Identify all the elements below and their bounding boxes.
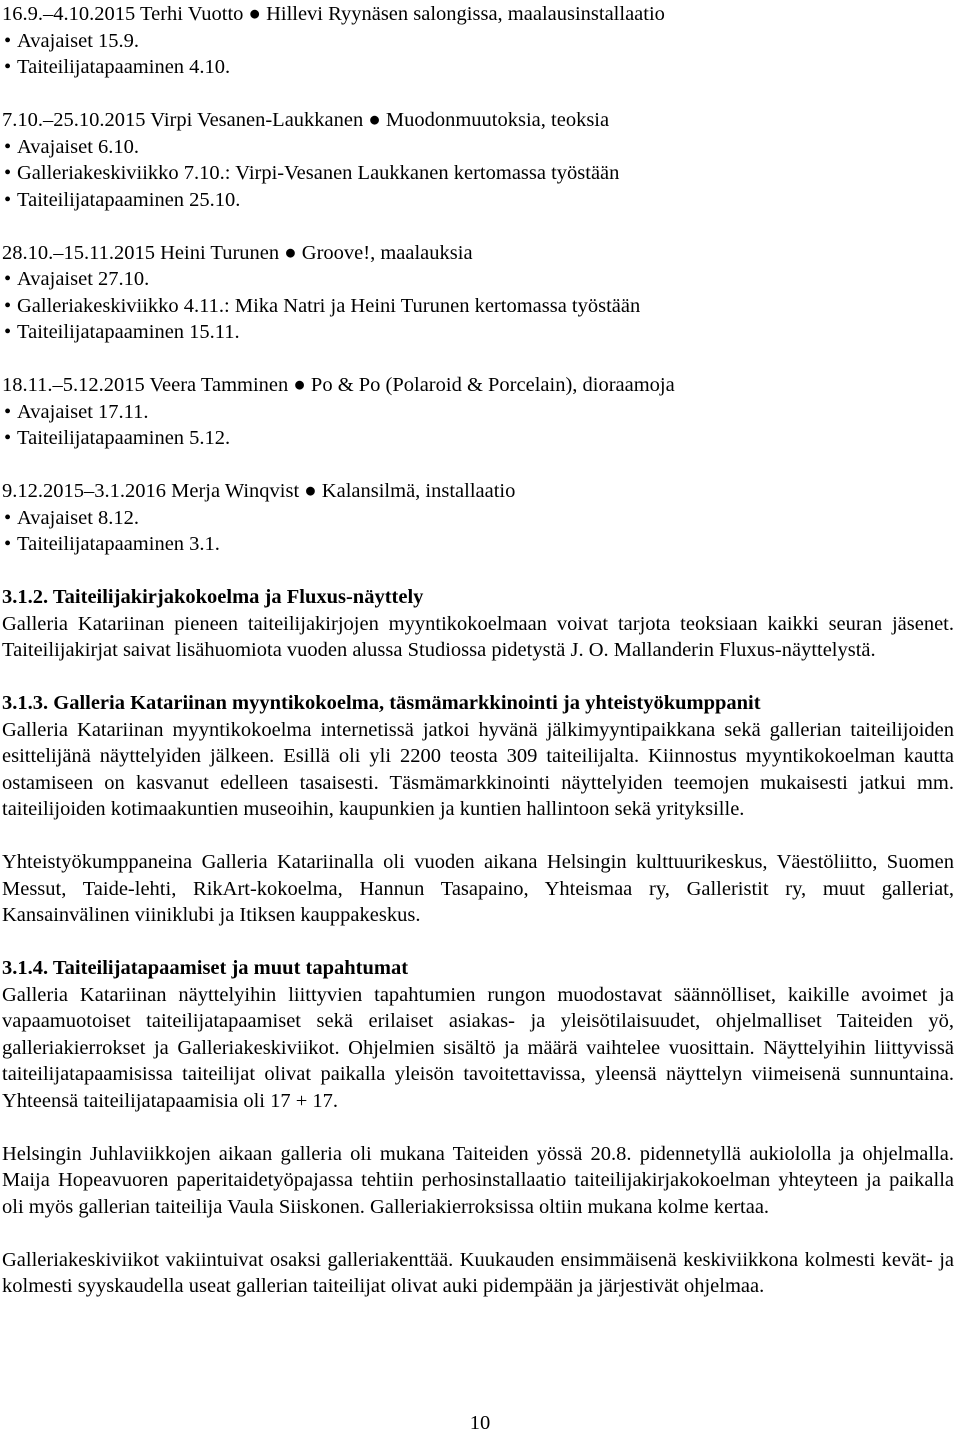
spacer: [2, 81, 954, 108]
exhibition-event: [2, 319, 954, 346]
bullet-icon: •: [4, 162, 12, 184]
event-text: Avajaiset 8.12.: [17, 506, 140, 529]
exhibition-event: [2, 505, 954, 532]
bullet-icon: •: [4, 427, 12, 449]
bullet-icon: •: [4, 56, 12, 78]
section-paragraph: Galleria Katariinan pieneen taiteilijakirjojen myyntikokoelmaan voivat tarjota teoksiaan kaikki seuran jäsenet. Taiteilijakirjat saivat lisähuomiota vuoden alussa Studiossa pidetystä J. O. Mallanderin Fluxus-näyttelystä.: [2, 612, 954, 661]
bullet-icon: •: [4, 135, 12, 158]
event-text: Taiteilijatapaaminen 3.1.: [17, 533, 220, 555]
bullet-icon: •: [4, 533, 12, 555]
exhibition-event: [2, 187, 954, 214]
event-text: Avajaiset 27.10.: [17, 268, 150, 290]
section-paragraph: Helsingin Juhlaviikkojen aikaan galleria oli mukana Taiteiden yössä 20.8. pidennetyllä aukiololla ja ohjelmalla. Maija Hopeavuoren paperitaidetyöpajassa tehtiin perhosinstallaatio taiteilijakirjakokoelman yhteyteen ja paikalla oli myös gallerian taiteilija Vaula Siiskonen. Galleriakierroksissa oltiin mukana kolme kertaa.: [2, 1142, 954, 1218]
bullet-icon: •: [4, 321, 12, 343]
exhibition-entry: [2, 478, 954, 558]
spacer: [2, 558, 954, 585]
exhibition-entry: [2, 1, 954, 81]
exhibition-event: [2, 399, 954, 426]
section-paragraph: Yhteistyökumppaneina Galleria Katariinalla oli vuoden aikana Helsingin kulttuurikeskus, Väestöliitto, Suomen Messut, Taide-lehti, RikArt-kokoelma, Hannun Tasapaino, Yhteismaa ry, Galleristit ry, muut galleriat, Kansainvälinen viiniklubi ja Itiksen kauppakeskus.: [2, 851, 954, 926]
spacer: [2, 823, 954, 850]
exhibition-entry: [2, 372, 954, 452]
section-artist-books: [2, 584, 954, 664]
spacer: [2, 1114, 954, 1141]
event-text: Galleriakeskiviikko 4.11.: Mika Natri ja Heini Turunen kertomassa työstään: [17, 294, 641, 317]
spacer: [2, 929, 954, 956]
page-content: [2, 1, 954, 1300]
spacer: [2, 213, 954, 240]
bullet-icon: •: [4, 400, 12, 423]
page-number: 10: [469, 1412, 491, 1434]
event-text: Taiteilijatapaaminen 5.12.: [17, 427, 231, 449]
bullet-icon: •: [4, 29, 12, 52]
event-text: Avajaiset 15.9.: [17, 29, 140, 52]
spacer: [2, 346, 954, 373]
exhibition-title: 9.12.2015–3.1.2016 Merja Winqvist ● Kalansilmä, installaatio: [2, 480, 516, 502]
exhibition-title: 16.9.–4.10.2015 Terhi Vuotto ● Hillevi Ryynäsen salongissa, maalausinstallaatio: [2, 3, 665, 25]
exhibition-entry: [2, 240, 954, 346]
section-heading: 3.1.2. Taiteilijakirjakokoelma ja Fluxus-näyttely: [2, 586, 424, 608]
spacer: [2, 452, 954, 479]
exhibition-title: 18.11.–5.12.2015 Veera Tamminen ● Po & Po (Polaroid & Porcelain), dioraamoja: [2, 374, 675, 396]
exhibition-event: [2, 54, 954, 81]
exhibition-event: [2, 293, 954, 320]
event-text: Avajaiset 6.10.: [17, 135, 140, 158]
section-artist-meetings: [2, 955, 954, 1300]
section-paragraph: Galleria Katariinan näyttelyihin liittyvien tapahtumien rungon muodostavat säännölliset, kaikille avoimet ja vapaamuotoiset taiteilijatapaamiset sekä erilaiset asiakas- ja yleisötilaisuudet, ohjelmalliset Taiteiden yö, galleriakierrokset ja Galleriakeskiviikot. Ohjelmien sisältö ja määrä vaihtelee vuosittain. Näyttelyihin liittyvissä taiteilijatapaamisissa taiteilijat olivat paikalla yleisön tavoitettavissa, yleensä näyttelyn viimeisenä sunnuntaina. Yhteensä taiteilijatapaamisia oli 17 + 17.: [2, 983, 954, 1112]
bullet-icon: •: [4, 506, 12, 529]
exhibition-title: 28.10.–15.11.2015 Heini Turunen ● Groove!, maalauksia: [2, 241, 473, 264]
event-text: Taiteilijatapaaminen 4.10.: [17, 56, 231, 78]
exhibition-event: [2, 531, 954, 558]
event-text: Taiteilijatapaaminen 15.11.: [17, 321, 240, 343]
bullet-icon: •: [4, 294, 12, 317]
exhibition-entry: [2, 107, 954, 213]
exhibition-event: [2, 425, 954, 452]
bullet-icon: •: [4, 188, 12, 211]
bullet-icon: •: [4, 268, 12, 290]
exhibition-event: [2, 28, 954, 55]
section-paragraph: Galleriakeskiviikot vakiintuivat osaksi galleriakenttää. Kuukauden ensimmäisenä keskiviikkona kolmesti kevät- ja kolmesti syyskaudella useat gallerian taiteilijat olivat auki pidempään ja järjestivät ohjelmaa.: [2, 1248, 954, 1297]
spacer: [2, 664, 954, 691]
section-paragraph: Galleria Katariinan myyntikokoelma internetissä jatkoi hyvänä jälkimyyntipaikkana sekä gallerian taiteilijoiden esittelijänä näyttelyiden jälkeen. Esillä oli yli 2200 teosta 309 taiteilijalta. Kiinnostus myyntikokoelman kautta ostamiseen on kasvanut edelleen tasaisesti. Täsmämarkkinointi näyttelyiden teemojen mukaisesti jatkui mm. taiteilijoiden kotimaakuntien museoihin, kaupunkien ja kuntien hallintoon sekä yrityksille.: [2, 718, 954, 820]
section-heading: 3.1.4. Taiteilijatapaamiset ja muut tapahtumat: [2, 957, 409, 979]
exhibition-event: [2, 160, 954, 187]
event-text: Galleriakeskiviikko 7.10.: Virpi-Vesanen Laukkanen kertomassa työstään: [17, 162, 620, 184]
event-text: Taiteilijatapaaminen 25.10.: [17, 188, 241, 211]
section-sales-collection: [2, 690, 954, 929]
exhibition-event: [2, 266, 954, 293]
event-text: Avajaiset 17.11.: [17, 400, 149, 423]
section-heading: 3.1.3. Galleria Katariinan myyntikokoelma, täsmämarkkinointi ja yhteistyökumppanit: [2, 692, 761, 714]
exhibition-title: 7.10.–25.10.2015 Virpi Vesanen-Laukkanen ● Muodonmuutoksia, teoksia: [2, 109, 610, 131]
spacer: [2, 1220, 954, 1247]
exhibition-event: [2, 134, 954, 161]
